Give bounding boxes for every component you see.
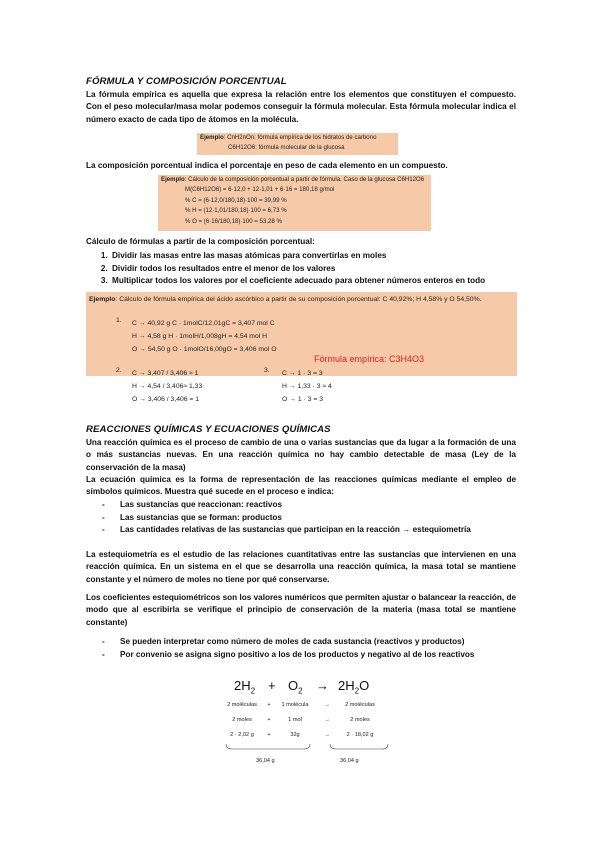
- bullet-item: - Las sustancias que se forman: productos: [86, 512, 516, 525]
- step3-block: [282, 367, 332, 406]
- example-box-ascorbic: [86, 292, 517, 403]
- total-right: 36,04 g: [340, 758, 359, 764]
- calc-title: Cálculo de fórmulas a partir de la composición porcentual:: [86, 237, 315, 246]
- example-box-formula: [197, 133, 398, 155]
- step-number: 2.: [116, 367, 122, 374]
- example-line: % H = (12·1,01/180,18)·100 = 6,73 %: [185, 207, 287, 215]
- bullets-coefficients: [86, 636, 516, 661]
- calc-line: O → 3,406 / 3,406 = 1: [132, 396, 200, 403]
- paragraph-reaction: Una reacción química es el proceso de cambio de una o varias sustancias que da lugar a la formación de una o más sustancias nuevas. En una reacción química no hay cambio detectable de masa (Ley de la conservación de la masa): [86, 438, 516, 472]
- eq-cell: +: [267, 717, 271, 723]
- eq-cell: 2 · 2,02 g: [230, 732, 254, 738]
- calc-line: H → 4,54 / 3,406≈ 1,33: [132, 383, 203, 390]
- example-label: Ejemplo: [200, 134, 224, 141]
- eq-cell: →: [324, 732, 330, 738]
- right-brace: [330, 744, 388, 749]
- paragraph-empirical-formula: La fórmula empírica es aquella que expresa la relación entre los elementos que constituyen el compuesto. Con el peso molecular/masa molar podemos conseguir la fórmula molecular. Esta fórmula molecular indica el número exacto de cada tipo de átomos en la molécula.: [86, 90, 516, 124]
- eq-cell: 2 moléculas: [227, 702, 257, 708]
- equation-reactant-o2: $O_2$: [288, 678, 303, 696]
- section-title-reactions: REACCIONES QUÍMICAS Y ECUACIONES QUÍMICAS: [86, 424, 331, 435]
- paragraph-stoichiometry: La estequiometría es el estudio de las relaciones cuantitativas entre las sustancias que intervienen en una reacción química. En un sistema en el que se desarrolla una reacción química, la masa total se mantiene constante y el número de moles no tiene por qué conservarse.: [86, 550, 516, 584]
- calc-line: C → 1 · 3 = 3: [282, 370, 323, 377]
- eq-cell: +: [267, 702, 271, 708]
- step-item: 3. Multiplicar todos los valores por el coeficiente adecuado para obtener números enteros en todo: [110, 275, 530, 288]
- row-molecules: [220, 702, 382, 708]
- step-item: 1. Dividir las masas entre las masas atómicas para convertirlas en moles: [110, 250, 530, 263]
- equation-arrow: →: [316, 678, 329, 693]
- bullet-item: - Se pueden interpretar como número de moles de cada sustancia (reactivos y productos): [86, 636, 516, 649]
- left-brace: [226, 744, 310, 749]
- example-line: % C = (6·12,0/180,18)·100 = 39,99 %: [185, 196, 287, 204]
- calc-line: C → 3,407 / 3,406 ≈ 1: [132, 370, 199, 377]
- eq-cell: →: [324, 717, 330, 723]
- bullet-item: - Las sustancias que reaccionan: reactivos: [86, 499, 516, 512]
- bullet-item: - Las cantidades relativas de las sustancias que participan en la reacción → estequiometría: [86, 524, 516, 537]
- eq-cell: 2 · 18,02 g: [346, 732, 374, 738]
- eq-cell: 1 molécula: [281, 702, 309, 708]
- row-grams: [220, 732, 382, 738]
- step1-block: [132, 317, 277, 356]
- total-left: 36,04 g: [256, 758, 275, 764]
- calc-line: H → 4,58 g H · 1molH/1,008gH = 4,54 mol H: [132, 333, 268, 340]
- example-line: M(C6H12O6) = 6·12,0 + 12·1,01 + 6·16 = 180,18 g/mol: [185, 186, 335, 194]
- example-line: % O = (6·16/180,18)·100 = 53,28 %: [185, 217, 282, 225]
- example-line: : CnH2nOn: fórmula empírica de los hidratos de carbono: [223, 134, 377, 141]
- equation-product-h2o: $2H_2O$: [338, 678, 370, 696]
- eq-cell: 32g: [290, 732, 300, 738]
- equation-reactant-h2: $2H_2$: [234, 678, 256, 696]
- calc-line: H → 1,33 · 3 ≈ 4: [282, 383, 332, 390]
- equation-plus: +: [268, 678, 276, 693]
- bullets-indicates: [86, 499, 516, 537]
- example-label: Ejemplo: [89, 296, 116, 303]
- step-number: 1.: [116, 317, 122, 324]
- eq-cell: 2 moles: [350, 717, 370, 723]
- section-title-formula: FÓRMULA Y COMPOSICIÓN PORCENTUAL: [86, 76, 287, 87]
- eq-cell: 2 moles: [232, 717, 252, 723]
- example-line: : Cálculo de la composición porcentual a partir de fórmula. Caso de la glucosa C6H12O6: [184, 176, 425, 183]
- row-moles: [220, 717, 382, 723]
- calc-line: O → 54,50 g O · 1molO/16,00gO = 3,406 mol O: [132, 346, 277, 353]
- eq-cell: 1 mol: [288, 717, 302, 723]
- eq-cell: +: [267, 732, 271, 738]
- brace-lines: [220, 742, 390, 754]
- step2-block: [132, 367, 202, 406]
- bullet-item: - Por convenio se asigna signo positivo a los de los productos y negativo al de los reactivos: [86, 649, 516, 662]
- chemical-equation: [220, 674, 390, 774]
- example-intro-text: : Cálculo de fórmula empírica del ácido ascórbico a partir de su composición porcentual: C 40,92%; H 4,58% y O 54,50%.: [115, 296, 482, 303]
- example-intro: [89, 295, 514, 304]
- paragraph-equation: La ecuación química es la forma de representación de las reacciones químicas mediante el empleo de símbolos químicos. Muestra qué sucede en el proceso e indica:: [86, 475, 516, 497]
- calc-line: O → 1 · 3 = 3: [282, 396, 323, 403]
- step-item: 2. Dividir todos los resultados entre el menor de los valores: [110, 263, 530, 276]
- paragraph-coefficients: Los coeficientes estequiométricos son los valores numéricos que permiten ajustar o balancear la reacción, de modo que al escribirla se verifique el principio de conservación de la materia (masa total se mantiene constante): [86, 593, 516, 627]
- paragraph-composition: La composición porcentual indica el porcentaje en peso de cada elemento en un compuesto.: [86, 161, 448, 170]
- step-number: 3.: [264, 367, 270, 374]
- eq-cell: →: [324, 702, 330, 708]
- eq-cell: 2 moléculas: [345, 702, 375, 708]
- example-box-composition: [158, 175, 431, 231]
- empirical-formula-result: Fórmula empírica: C3H4O3: [314, 354, 425, 364]
- example-line: C6H12O6: fórmula molecular de la glucosa: [228, 144, 345, 152]
- calc-line: C → 40,92 g C · 1molC/12,01gC = 3,407 mol C: [132, 320, 275, 327]
- example-label: Ejemplo: [161, 176, 185, 183]
- steps-list: [98, 250, 530, 288]
